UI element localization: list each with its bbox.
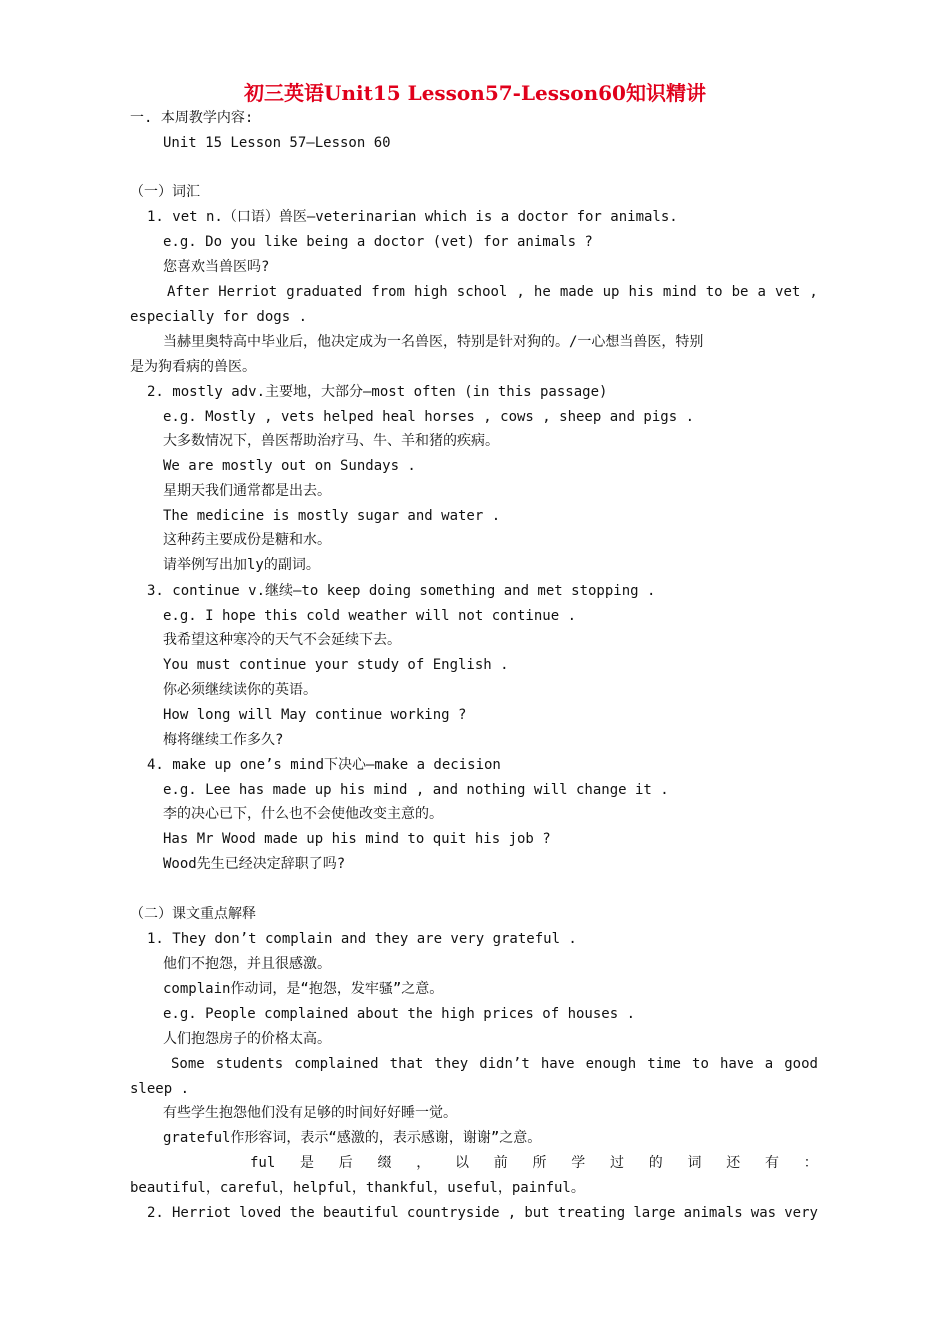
vocab-item-3-example2-zh: 你必须继续读你的英语。 — [163, 682, 317, 698]
word: be — [731, 284, 749, 300]
word: but — [524, 1205, 550, 1221]
word: to — [705, 284, 723, 300]
part2-heading: （二）课文重点解释 — [130, 906, 256, 922]
word: large — [633, 1205, 676, 1221]
word: mind — [662, 284, 697, 300]
vocab-item-4-head: 4. make up one’s mind下决心—make a decision — [147, 757, 501, 773]
vocab-item-3-example2-en: You must continue your study of English . — [163, 657, 509, 673]
suffix-word: ， — [416, 1155, 431, 1171]
word: , — [507, 1205, 517, 1221]
word: loved — [239, 1205, 282, 1221]
word: up — [602, 284, 620, 300]
suffix-word: 所 — [532, 1155, 547, 1171]
vocab-item-2-example3-zh: 这种药主要成份是糖和水。 — [163, 532, 331, 548]
vocab-item-1-head: 1. vet n.（口语）兽医—veterinarian which is a doctor for animals. — [147, 209, 678, 225]
word: didn’t — [479, 1056, 530, 1072]
suffix-word: 前 — [493, 1155, 508, 1171]
word: a — [764, 1056, 774, 1072]
word: , — [516, 284, 525, 300]
word: have — [719, 1056, 754, 1072]
vocab-item-3-example-zh: 我希望这种寒冷的天气不会延续下去。 — [163, 632, 401, 648]
word: he — [533, 284, 551, 300]
word: , — [809, 284, 818, 300]
word: complained — [294, 1056, 379, 1072]
page-title: 初三英语Unit15 Lesson57-Lesson60知识精讲 — [244, 81, 706, 105]
suffix-word: 缀 — [377, 1155, 392, 1171]
word: from — [371, 284, 405, 300]
word: that — [389, 1056, 424, 1072]
word: they — [434, 1056, 469, 1072]
section-label: 一. 本周教学内容: — [130, 110, 254, 126]
vocab-item-2-example-en: e.g. Mostly , vets helped heal horses , cows , sheep and pigs . — [163, 409, 695, 425]
word: Herriot — [218, 284, 278, 300]
word: have — [540, 1056, 575, 1072]
word: vet — [775, 284, 801, 300]
suffix-word: 还 — [726, 1155, 741, 1171]
vocab-item-1-example2-en-cont: especially for dogs . — [130, 309, 308, 325]
suffix-word: 以 — [455, 1155, 470, 1171]
word: a — [757, 284, 766, 300]
word: Herriot — [172, 1205, 232, 1221]
text-item-1-example-en: e.g. People complained about the high prices of houses . — [163, 1006, 636, 1022]
word: high — [414, 284, 448, 300]
units-line: Unit 15 Lesson 57—Lesson 60 — [163, 135, 391, 151]
vocab-item-1-example2-zh-cont: 是为狗看病的兽医。 — [130, 359, 256, 375]
word: 2. — [147, 1205, 164, 1221]
word: good — [784, 1056, 818, 1072]
text-item-1-head: 1. They don’t complain and they are very grateful . — [147, 931, 577, 947]
text-item-1-suffix-line — [250, 1153, 818, 1173]
word: enough — [585, 1056, 637, 1072]
word: time — [647, 1056, 681, 1072]
text-item-1-example-zh: 人们抱怨房子的价格太高。 — [163, 1031, 331, 1047]
suffix-word: 词 — [687, 1155, 702, 1171]
suffix-word: 后 — [338, 1155, 353, 1171]
vocab-item-4-example2-zh: Wood先生已经决定辞职了吗? — [163, 856, 346, 872]
vocab-item-1-example2-zh: 当赫里奥特高中毕业后，他决定成为一名兽医，特别是针对狗的。/一心想当兽医，特别 — [163, 334, 704, 350]
text-item-1-example2-en-cont: sleep . — [130, 1081, 190, 1097]
text-item-1-note: complain作动词，是“抱怨，发牢骚”之意。 — [163, 981, 444, 997]
vocab-item-2-example2-zh: 星期天我们通常都是出去。 — [163, 483, 331, 499]
text-item-2-head — [147, 1203, 818, 1223]
word: very — [784, 1205, 818, 1221]
word: to — [692, 1056, 709, 1072]
text-item-1-example2-zh: 有些学生抱怨他们没有足够的时间好好睡一觉。 — [163, 1105, 457, 1121]
suffix-word: ful — [250, 1155, 276, 1171]
part1-heading: （一）词汇 — [130, 184, 200, 200]
suffix-word: 有 — [765, 1155, 780, 1171]
vocab-item-2-head: 2. mostly adv.主要地，大部分—most often (in this passage) — [147, 384, 608, 400]
suffix-word: 过 — [610, 1155, 625, 1171]
vocab-item-2-example2-en: We are mostly out on Sundays . — [163, 458, 416, 474]
word: After — [167, 284, 210, 300]
vocab-item-3-example3-zh: 梅将继续工作多久? — [163, 732, 284, 748]
vocab-item-1-example-en: e.g. Do you like being a doctor (vet) for animals ? — [163, 234, 593, 250]
text-item-1-note2: grateful作形容词，表示“感激的，表示感谢，谢谢”之意。 — [163, 1130, 542, 1146]
word: the — [289, 1205, 315, 1221]
word: countryside — [406, 1205, 500, 1221]
word: students — [215, 1056, 284, 1072]
vocab-item-2-example-zh: 大多数情况下，兽医帮助治疗马、牛、羊和猪的疾病。 — [163, 433, 499, 449]
word: school — [456, 284, 508, 300]
vocab-item-4-example-zh: 李的决心已下，什么也不会使他改变主意的。 — [163, 806, 443, 822]
vocab-item-3-example-en: e.g. I hope this cold weather will not continue . — [163, 608, 577, 624]
suffix-word: ： — [803, 1155, 818, 1171]
word: beautiful — [322, 1205, 399, 1221]
vocab-item-1-example2-en — [167, 282, 818, 302]
word: his — [628, 284, 654, 300]
vocab-item-1-example-zh: 您喜欢当兽医吗? — [163, 259, 270, 275]
text-item-1-suffix-list: beautiful，careful，helpful，thankful，useful，painful。 — [130, 1180, 585, 1196]
vocab-item-4-example-en: e.g. Lee has made up his mind , and nothing will change it . — [163, 782, 669, 798]
suffix-word: 学 — [571, 1155, 586, 1171]
word: treating — [557, 1205, 626, 1221]
vocab-item-3-example3-en: How long will May continue working ? — [163, 707, 467, 723]
suffix-word: 的 — [648, 1155, 663, 1171]
vocab-item-2-example3-en: The medicine is mostly sugar and water . — [163, 508, 501, 524]
word: graduated — [286, 284, 363, 300]
suffix-word: 是 — [300, 1155, 315, 1171]
word: Some — [171, 1056, 205, 1072]
vocab-item-2-task: 请举例写出加ly的副词。 — [163, 557, 320, 573]
vocab-item-4-example2-en: Has Mr Wood made up his mind to quit his job ? — [163, 831, 551, 847]
word: made — [559, 284, 594, 300]
word: was — [750, 1205, 777, 1221]
text-item-1-example2-en — [171, 1054, 818, 1074]
text-item-1-zh: 他们不抱怨，并且很感激。 — [163, 956, 331, 972]
word: animals — [683, 1205, 743, 1221]
vocab-item-3-head: 3. continue v.继续—to keep doing something and met stopping . — [147, 583, 656, 599]
